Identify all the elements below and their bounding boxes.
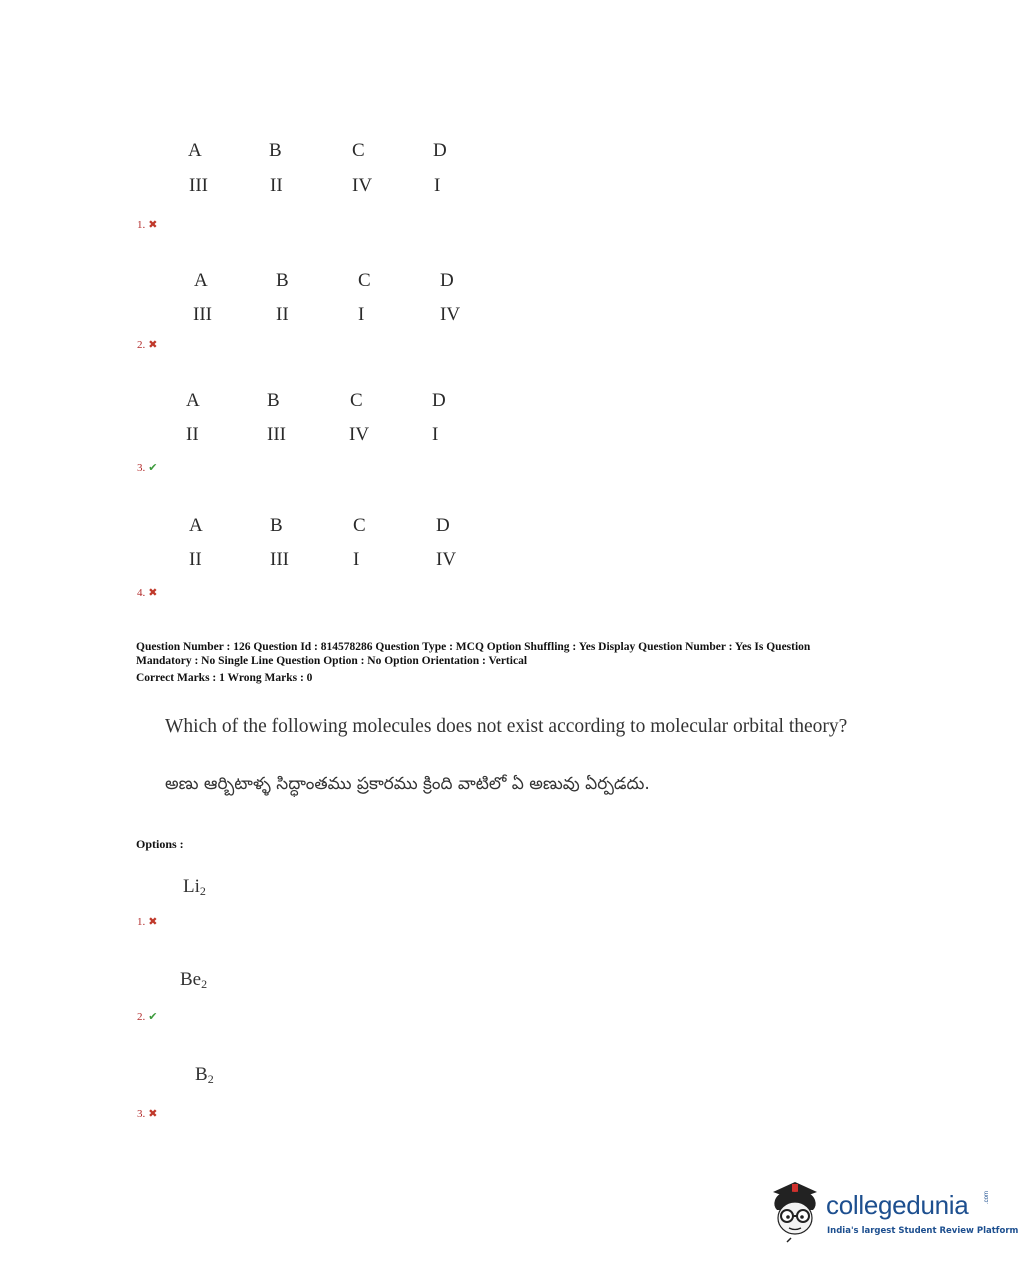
grid-cell: A bbox=[188, 140, 202, 161]
cross-icon: ✖ bbox=[148, 1108, 158, 1120]
grid-cell: IV bbox=[352, 175, 373, 196]
option-number-text: 1. bbox=[137, 219, 146, 231]
question-meta-line1: Question Number : 126 Question Id : 814578286 Question Type : MCQ Option Shuffling : Yes Display Question Number : Yes Is Question bbox=[136, 641, 811, 653]
grid-cell: IV bbox=[349, 424, 370, 445]
grid-cell: I bbox=[358, 304, 365, 325]
option-number bbox=[137, 338, 157, 351]
formula-base: Li bbox=[183, 876, 200, 897]
formula-subscript: 2 bbox=[207, 1072, 214, 1086]
question-text-telugu: అణు ఆర్బిటాళ్ళ సిద్ధాంతము ప్రకారము క్రింది వాటిలో ఏ అణువు ఏర్పడదు. bbox=[165, 774, 650, 794]
question-meta-line3: Correct Marks : 1 Wrong Marks : 0 bbox=[136, 672, 313, 684]
grid-cell: I bbox=[434, 175, 441, 196]
grid-cell: III bbox=[270, 549, 289, 570]
grid-cell: IV bbox=[436, 549, 457, 570]
cross-icon: ✖ bbox=[148, 587, 158, 599]
option-number bbox=[137, 1010, 157, 1023]
option-number bbox=[137, 915, 157, 928]
option-number-text: 2. bbox=[137, 339, 146, 351]
option-formula bbox=[180, 969, 207, 992]
grid-cell: C bbox=[352, 140, 365, 161]
check-icon: ✔ bbox=[148, 1011, 158, 1023]
grid-cell: III bbox=[193, 304, 212, 325]
cross-icon: ✖ bbox=[148, 219, 158, 231]
grid-cell: D bbox=[436, 515, 450, 536]
option-number-text: 3. bbox=[137, 1108, 146, 1120]
formula-base: B bbox=[195, 1064, 208, 1085]
option-number bbox=[137, 461, 157, 474]
grid-cell: A bbox=[194, 270, 208, 291]
formula-subscript: 2 bbox=[199, 884, 206, 898]
option-number-text: 1. bbox=[137, 916, 146, 928]
check-icon: ✔ bbox=[148, 462, 158, 474]
question-meta-line2: Mandatory : No Single Line Question Option : No Option Orientation : Vertical bbox=[136, 655, 528, 667]
grid-cell: D bbox=[433, 140, 447, 161]
grid-cell: I bbox=[353, 549, 360, 570]
grid-cell: A bbox=[186, 390, 200, 411]
grid-cell: B bbox=[267, 390, 280, 411]
grid-cell: II bbox=[270, 175, 283, 196]
collegedunia-logo bbox=[765, 1176, 1019, 1246]
brand-domain-suffix: .com bbox=[984, 1190, 990, 1204]
option-number-text: 2. bbox=[137, 1011, 146, 1023]
option-number bbox=[137, 586, 157, 599]
option-formula bbox=[195, 1064, 214, 1087]
grid-cell: B bbox=[276, 270, 289, 291]
option-formula bbox=[183, 876, 206, 899]
grid-cell: C bbox=[353, 515, 366, 536]
cross-icon: ✖ bbox=[148, 916, 158, 928]
option-number-text: 3. bbox=[137, 462, 146, 474]
formula-base: Be bbox=[180, 969, 202, 990]
brand-tagline: India's largest Student Review Platform bbox=[827, 1226, 1019, 1236]
option-number-text: 4. bbox=[137, 587, 146, 599]
mascot-icon bbox=[765, 1176, 825, 1246]
grid-cell: IV bbox=[440, 304, 461, 325]
cross-icon: ✖ bbox=[148, 339, 158, 351]
grid-cell: B bbox=[270, 515, 283, 536]
grid-cell: D bbox=[432, 390, 446, 411]
brand-name: collegedunia bbox=[826, 1190, 969, 1220]
grid-cell: II bbox=[189, 549, 202, 570]
option-number bbox=[137, 218, 157, 231]
grid-cell: III bbox=[189, 175, 208, 196]
question-text-english: Which of the following molecules does not exist according to molecular orbital theory? bbox=[165, 716, 848, 737]
option-number bbox=[137, 1107, 157, 1120]
grid-cell: C bbox=[358, 270, 371, 291]
grid-cell: C bbox=[350, 390, 363, 411]
grid-cell: I bbox=[432, 424, 439, 445]
formula-subscript: 2 bbox=[201, 977, 208, 991]
grid-cell: III bbox=[267, 424, 286, 445]
grid-cell: B bbox=[269, 140, 282, 161]
grid-cell: D bbox=[440, 270, 454, 291]
options-heading: Options : bbox=[136, 837, 184, 851]
grid-cell: II bbox=[276, 304, 289, 325]
grid-cell: A bbox=[189, 515, 203, 536]
grid-cell: II bbox=[186, 424, 199, 445]
